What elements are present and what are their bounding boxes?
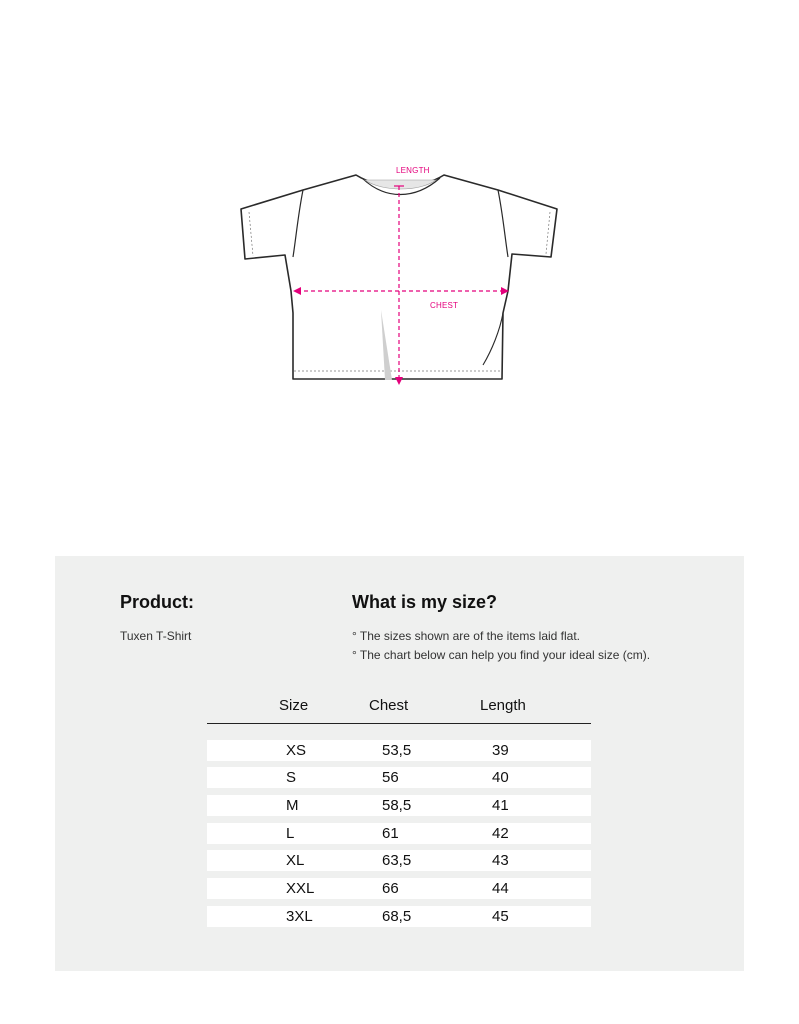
chest-cell: 53,5 [382,742,412,759]
length-cell: 43 [492,852,509,869]
column-header-length: Length [480,697,526,714]
table-row [207,795,591,816]
chest-cell: 63,5 [382,852,412,869]
chest-cell: 68,5 [382,908,412,925]
size-cell: XXL [286,880,315,897]
size-question-heading: What is my size? [352,592,498,612]
length-label: LENGTH [396,166,430,175]
length-arrow-head [395,377,403,385]
product-heading: Product: [120,592,194,612]
length-cell: 44 [492,880,509,897]
length-cell: 39 [492,742,509,759]
size-note-1: ° The sizes shown are of the items laid flat. [352,629,581,643]
chest-cell: 61 [382,825,399,842]
size-cell: XS [286,742,307,759]
chest-cell: 58,5 [382,797,412,814]
table-row [207,823,591,844]
product-name: Tuxen T-Shirt [120,629,192,643]
chest-cell: 56 [382,769,399,786]
chest-cell: 66 [382,880,399,897]
table-row [207,767,591,788]
length-cell: 40 [492,769,509,786]
size-cell: L [286,825,295,842]
table-row [207,850,591,871]
size-note-2: ° The chart below can help you find your ideal size (cm). [352,648,651,662]
size-info-panel [55,556,744,971]
column-header-size: Size [279,697,309,714]
table-row [207,740,591,761]
table-row [207,906,591,927]
length-cell: 45 [492,908,509,925]
size-cell: 3XL [286,908,313,925]
column-header-chest: Chest [369,697,409,714]
table-row [207,878,591,899]
length-cell: 42 [492,825,509,842]
length-cell: 41 [492,797,509,814]
size-cell: S [286,769,297,786]
chest-label: CHEST [430,301,459,310]
size-cell: M [286,797,299,814]
table-header-rule [207,723,591,724]
size-cell: XL [286,852,305,869]
